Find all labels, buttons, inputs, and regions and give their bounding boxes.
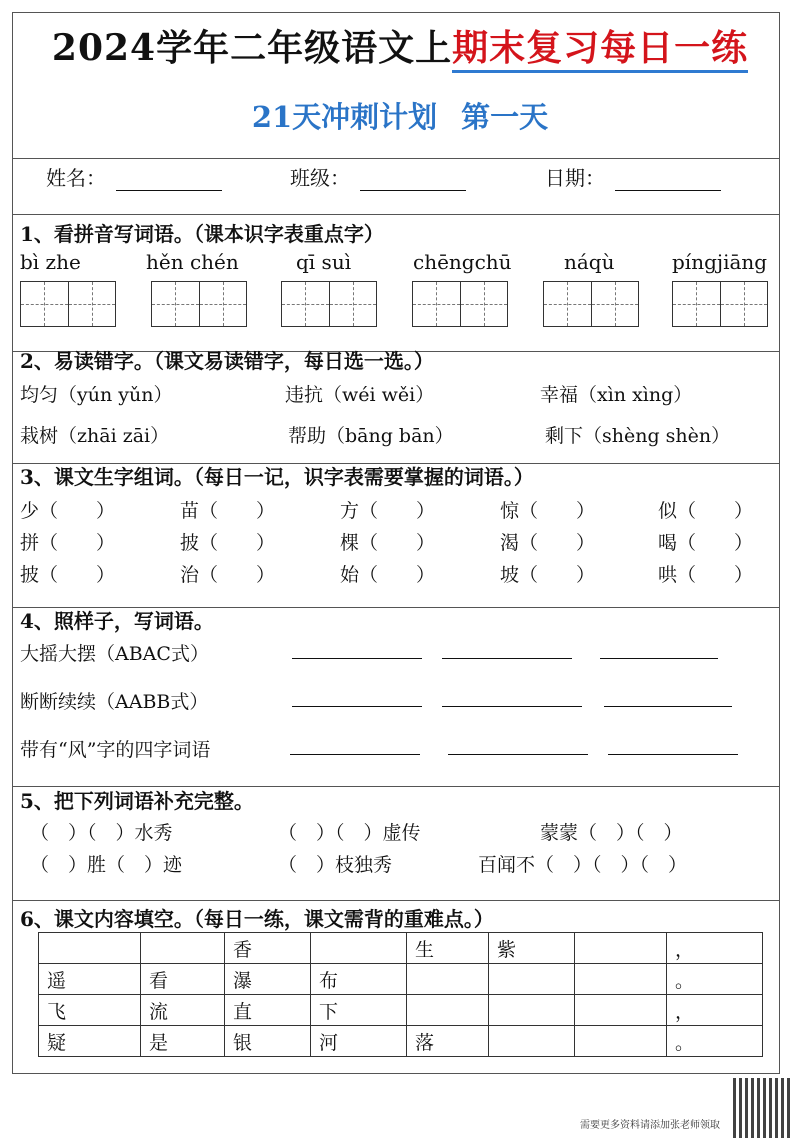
misread-item: 帮助（bāng bān） bbox=[288, 425, 454, 447]
word-blank[interactable]: 少（ ） bbox=[20, 500, 116, 522]
word-blank[interactable]: 方（ ） bbox=[340, 500, 436, 522]
answer-line[interactable] bbox=[292, 658, 422, 659]
word-blank[interactable]: 似（ ） bbox=[658, 500, 754, 522]
date-field[interactable]: 日期： bbox=[545, 162, 721, 191]
idiom-blank[interactable]: 百闻不（ ）（ ）（ ） bbox=[478, 854, 688, 876]
answer-line[interactable] bbox=[442, 658, 572, 659]
word-blank[interactable]: 苗（ ） bbox=[180, 500, 276, 522]
writing-grid-4[interactable] bbox=[412, 281, 508, 327]
pattern-label: 大摇大摆（ABAC式） bbox=[20, 643, 209, 665]
poem-fill-table: 香 生 紫 ， 遥 看 瀑 布 。 飞 流 直 下 ， 疑 是 银 河 落 。 bbox=[38, 932, 763, 1057]
misread-item: 幸福（xìn xìng） bbox=[540, 384, 693, 406]
writing-grid-3[interactable] bbox=[281, 281, 377, 327]
answer-line[interactable] bbox=[290, 754, 420, 755]
writing-grid-5[interactable] bbox=[543, 281, 639, 327]
answer-line[interactable] bbox=[292, 706, 422, 707]
page-subtitle: 21天冲刺计划 第一天 bbox=[251, 100, 549, 134]
answer-line[interactable] bbox=[442, 706, 582, 707]
word-blank[interactable]: 惊（ ） bbox=[500, 500, 596, 522]
pinyin-1: bì zhe bbox=[20, 250, 81, 274]
answer-line[interactable] bbox=[600, 658, 718, 659]
word-blank[interactable]: 坡（ ） bbox=[500, 564, 596, 586]
section-2-heading: 2、易读错字。（课文易读错字，每日选一选。） bbox=[20, 349, 434, 373]
misread-item: 栽树（zhāi zāi） bbox=[20, 425, 170, 447]
answer-line[interactable] bbox=[604, 706, 732, 707]
name-field[interactable]: 姓名： bbox=[46, 162, 222, 191]
idiom-blank[interactable]: 蒙蒙（ ）（ ） bbox=[540, 822, 683, 844]
section-5-heading: 5、把下列词语补充完整。 bbox=[20, 789, 254, 813]
answer-line[interactable] bbox=[448, 754, 588, 755]
pinyin-5: náqù bbox=[564, 250, 615, 274]
section-6-heading: 6、课文内容填空。（每日一练，课文需背的重难点。） bbox=[20, 907, 494, 931]
pinyin-2: hěn chén bbox=[146, 250, 239, 274]
word-blank[interactable]: 始（ ） bbox=[340, 564, 436, 586]
idiom-blank[interactable]: （ ）枝独秀 bbox=[278, 854, 393, 876]
pattern-label: 断断续续（AABB式） bbox=[20, 691, 209, 713]
word-blank[interactable]: 披（ ） bbox=[180, 532, 276, 554]
pinyin-3: qī suì bbox=[296, 250, 352, 274]
idiom-blank[interactable]: （ ）（ ）虚传 bbox=[278, 822, 421, 844]
word-blank[interactable]: 拼（ ） bbox=[20, 532, 116, 554]
footer-note: 需要更多资料请添加张老师领取 bbox=[580, 1120, 720, 1131]
misread-item: 均匀（yún yǔn） bbox=[20, 384, 173, 406]
answer-line[interactable] bbox=[608, 754, 738, 755]
section-4-heading: 4、照样子，写词语。 bbox=[20, 609, 214, 633]
pattern-label: 带有“风”字的四字词语 bbox=[20, 739, 211, 761]
word-blank[interactable]: 披（ ） bbox=[20, 564, 116, 586]
word-blank[interactable]: 喝（ ） bbox=[658, 532, 754, 554]
misread-item: 剩下（shèng shèn） bbox=[545, 425, 731, 447]
pinyin-6: píngjiāng bbox=[672, 250, 768, 274]
qr-code-icon bbox=[733, 1078, 793, 1138]
word-blank[interactable]: 哄（ ） bbox=[658, 564, 754, 586]
pinyin-4: chēngchū bbox=[413, 250, 512, 274]
section-3-heading: 3、课文生字组词。（每日一记，识字表需要掌握的词语。） bbox=[20, 465, 534, 489]
writing-grid-6[interactable] bbox=[672, 281, 768, 327]
class-field[interactable]: 班级： bbox=[290, 162, 466, 191]
page-title: 2024学年二年级语文上期末复习每日一练 bbox=[0, 20, 800, 71]
word-blank[interactable]: 治（ ） bbox=[180, 564, 276, 586]
section-1-heading: 1、看拼音写词语。（课本识字表重点字） bbox=[20, 222, 384, 246]
idiom-blank[interactable]: （ ）（ ）水秀 bbox=[30, 822, 173, 844]
idiom-blank[interactable]: （ ）胜（ ）迹 bbox=[30, 854, 183, 876]
word-blank[interactable]: 棵（ ） bbox=[340, 532, 436, 554]
misread-item: 违抗（wéi wěi） bbox=[285, 384, 435, 406]
word-blank[interactable]: 渴（ ） bbox=[500, 532, 596, 554]
writing-grid-1[interactable] bbox=[20, 281, 116, 327]
writing-grid-2[interactable] bbox=[151, 281, 247, 327]
